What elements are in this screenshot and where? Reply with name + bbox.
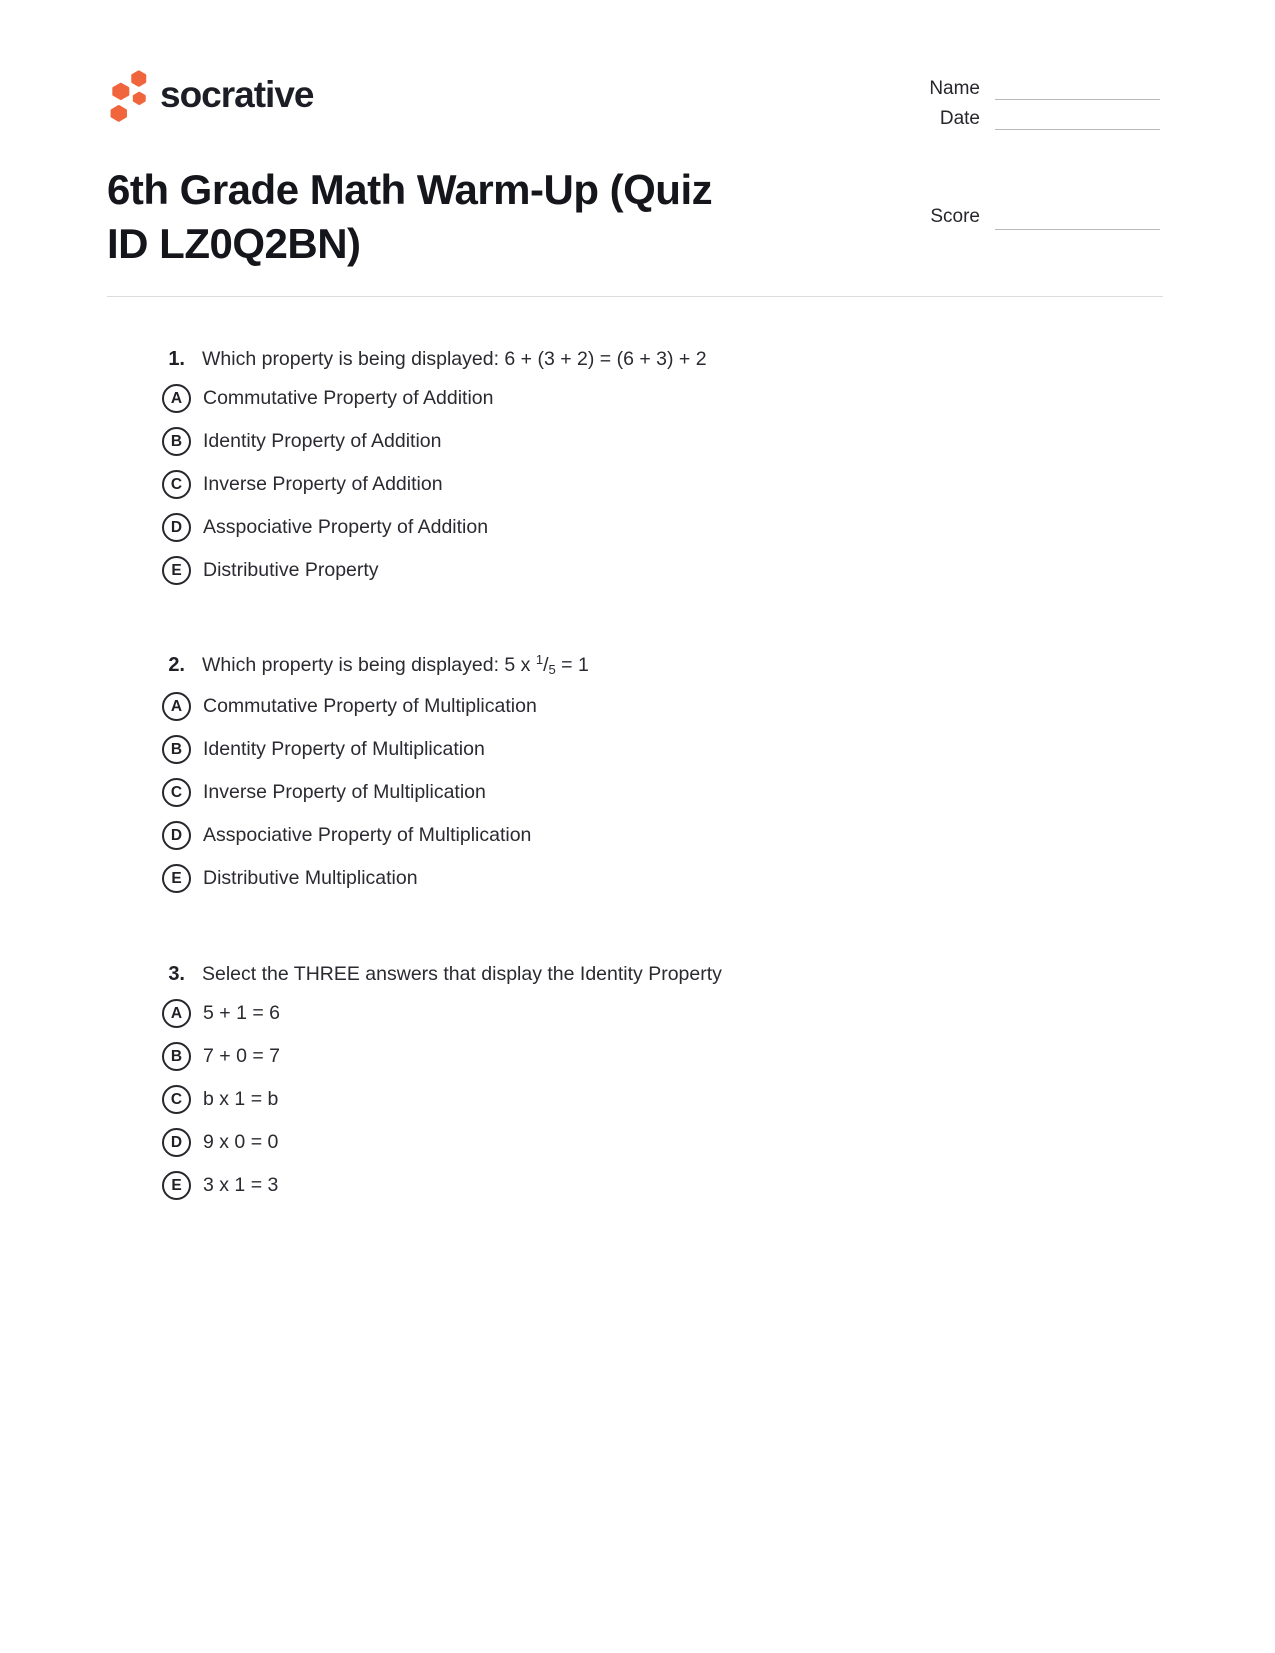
question-2-number: 2. (168, 654, 185, 676)
question-1-option-c-label: Inverse Property of Addition (203, 473, 443, 495)
question-1-header (161, 346, 707, 372)
question-3 (161, 961, 722, 1214)
fraction-denominator: 5 (548, 662, 556, 677)
fraction-numerator: 1 (535, 652, 544, 667)
question-1-option-a-label: Commutative Property of Addition (203, 387, 494, 409)
question-3-option-d-label: 9 x 0 = 0 (203, 1131, 279, 1153)
question-3-option-a-label: 5 + 1 = 6 (203, 1002, 280, 1024)
question-2 (161, 652, 589, 907)
question-3-option-e-label: 3 x 1 = 3 (203, 1174, 279, 1196)
date-fill-line (995, 129, 1160, 130)
quiz-title-line2: ID LZ0Q2BN) (107, 220, 361, 267)
question-2-header (161, 652, 589, 680)
question-1 (161, 346, 707, 599)
question-2-bubble-d[interactable]: D (162, 821, 191, 850)
question-2-text-before: Which property is being displayed: 5 x (202, 654, 536, 676)
question-1-option-e-label: Distributive Property (203, 559, 379, 581)
name-label: Name (929, 78, 980, 99)
quiz-title (107, 163, 897, 271)
question-3-option-b (162, 1042, 722, 1071)
question-2-option-b-label: Identity Property of Multiplication (203, 738, 485, 760)
question-3-text: Select the THREE answers that display the Identity Property (202, 963, 722, 985)
question-2-option-e (162, 864, 589, 893)
socrative-wordmark: socrative (160, 74, 314, 115)
question-3-bubble-c[interactable]: C (162, 1085, 191, 1114)
date-label: Date (939, 108, 980, 129)
question-2-bubble-b[interactable]: B (162, 735, 191, 764)
question-1-text: Which property is being displayed: 6 + (3 + 2) = (6 + 3) + 2 (202, 348, 707, 370)
question-1-option-b (162, 427, 707, 456)
socrative-logo (108, 70, 314, 124)
question-3-option-d (162, 1128, 722, 1157)
question-2-option-e-label: Distributive Multiplication (203, 867, 418, 889)
question-3-option-c (162, 1085, 722, 1114)
question-1-bubble-e[interactable]: E (162, 556, 191, 585)
quiz-title-line1: 6th Grade Math Warm-Up (Quiz (107, 166, 713, 213)
score-fill-line (995, 229, 1160, 230)
socrative-hexagons-icon (108, 70, 149, 124)
question-3-number: 3. (168, 963, 185, 985)
question-1-option-d-label: Asspociative Property of Addition (203, 516, 489, 538)
question-2-text (202, 652, 589, 680)
question-3-option-e (162, 1171, 722, 1200)
question-2-option-a-label: Commutative Property of Multiplication (203, 695, 537, 717)
fraction-slash: / (543, 654, 549, 676)
question-2-bubble-c[interactable]: C (162, 778, 191, 807)
question-1-option-a (162, 384, 707, 413)
question-2-text-after: = 1 (555, 654, 589, 676)
question-2-option-d (162, 821, 589, 850)
name-fill-line (995, 99, 1160, 100)
question-1-option-b-label: Identity Property of Addition (203, 430, 442, 452)
question-3-option-b-label: 7 + 0 = 7 (203, 1045, 280, 1067)
question-3-bubble-b[interactable]: B (162, 1042, 191, 1071)
question-1-bubble-c[interactable]: C (162, 470, 191, 499)
question-2-option-c (162, 778, 589, 807)
question-3-option-a (162, 999, 722, 1028)
question-2-option-c-label: Inverse Property of Multiplication (203, 781, 486, 803)
question-2-option-a (162, 692, 589, 721)
question-3-header (161, 961, 722, 987)
question-3-bubble-d[interactable]: D (162, 1128, 191, 1157)
score-label: Score (930, 206, 980, 227)
question-1-bubble-a[interactable]: A (162, 384, 191, 413)
header-divider (107, 296, 1163, 297)
question-2-option-b (162, 735, 589, 764)
question-2-bubble-a[interactable]: A (162, 692, 191, 721)
question-2-bubble-e[interactable]: E (162, 864, 191, 893)
question-3-bubble-e[interactable]: E (162, 1171, 191, 1200)
question-1-option-d (162, 513, 707, 542)
question-1-bubble-b[interactable]: B (162, 427, 191, 456)
question-1-option-e (162, 556, 707, 585)
question-1-number: 1. (168, 348, 185, 370)
question-3-option-c-label: b x 1 = b (203, 1088, 279, 1110)
question-2-option-d-label: Asspociative Property of Multiplication (203, 824, 532, 846)
question-1-bubble-d[interactable]: D (162, 513, 191, 542)
question-1-option-c (162, 470, 707, 499)
question-3-bubble-a[interactable]: A (162, 999, 191, 1028)
